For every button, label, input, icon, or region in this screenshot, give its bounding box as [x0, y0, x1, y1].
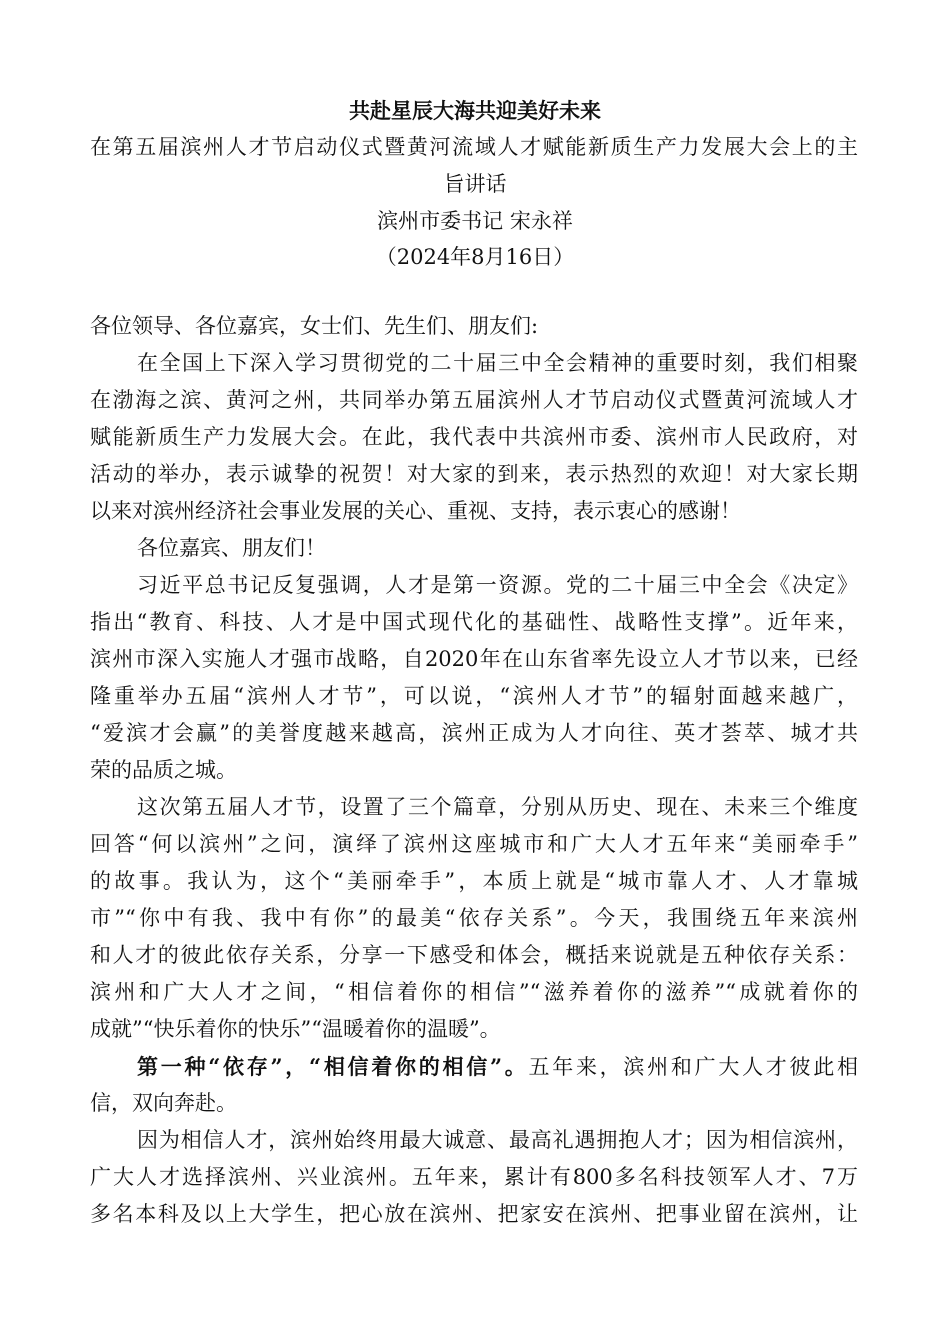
p5-line: [137, 1048, 858, 1085]
p1-line: 活动的举办，表示诚挚的祝贺！对大家的到来，表示热烈的欢迎！对大家长期: [90, 462, 858, 486]
p4-line: 的故事。我认为，这个“美丽牵手”，本质上就是“城市靠人才、人才靠城: [90, 869, 858, 893]
p4-line: 和人才的彼此依存关系，分享一下感受和体会，概括来说就是五种依存关系：: [90, 943, 858, 967]
p1-line: 在渤海之滨、黄河之州，共同举办第五届滨州人才节启动仪式暨黄河流域人才: [90, 388, 858, 412]
p2-line: 各位嘉宾、朋友们！: [137, 536, 326, 560]
date: （2024年8月16日）: [375, 245, 575, 269]
author: 滨州市委书记 宋永祥: [377, 209, 573, 233]
p5-text: 五年来，滨州和广大人才彼此相: [528, 1055, 858, 1079]
p3-line: 滨州市深入实施人才强市战略，自2020年在山东省率先设立人才节以来，已经: [90, 647, 858, 671]
p6-line: 多名本科及以上大学生，把心放在滨州、把家安在滨州、把事业留在滨州，让: [90, 1202, 858, 1226]
subtitle-line: 旨讲话: [443, 172, 507, 196]
subtitle-line: 在第五届滨州人才节启动仪式暨黄河流域人才赋能新质生产力发展大会上的主: [90, 135, 858, 159]
p3-line: 隆重举办五届“滨州人才节”，可以说，“滨州人才节”的辐射面越来越广，: [90, 684, 858, 708]
bold-heading: 第一种“依存”，“相信着你的相信”。: [137, 1054, 529, 1079]
p4-line: 市”“你中有我、我中有你”的最美“依存关系”。今天，我围绕五年来滨州: [90, 906, 858, 930]
salutation: 各位领导、各位嘉宾，女士们、先生们、朋友们:: [90, 314, 539, 338]
p4-line: 这次第五届人才节，设置了三个篇章，分别从历史、现在、未来三个维度: [137, 795, 858, 819]
p4-line: 回答“何以滨州”之问，演绎了滨州这座城市和广大人才五年来“美丽牵手”: [90, 832, 858, 856]
p5-line: 信，双向奔赴。: [90, 1091, 237, 1115]
p1-line: 在全国上下深入学习贯彻党的二十届三中全会精神的重要时刻，我们相聚: [137, 351, 858, 375]
p4-line: 成就”“快乐着你的快乐”“温暖着你的温暖”。: [90, 1017, 501, 1041]
p3-line: 指出“教育、科技、人才是中国式现代化的基础性、战略性支撑”。近年来，: [90, 610, 858, 634]
p6-line: 因为相信人才，滨州始终用最大诚意、最高礼遇拥抱人才；因为相信滨州，: [137, 1128, 858, 1152]
document-title: 共赴星辰大海共迎美好未来: [349, 98, 601, 123]
p3-line: 习近平总书记反复强调，人才是第一资源。党的二十届三中全会《决定》: [137, 573, 858, 597]
p1-line: 以来对滨州经济社会事业发展的关心、重视、支持，表示衷心的感谢！: [90, 499, 741, 523]
p6-line: 广大人才选择滨州、兴业滨州。五年来，累计有800多名科技领军人才、7万: [90, 1165, 858, 1189]
p4-line: 滨州和广大人才之间，“相信着你的相信”“滋养着你的滋养”“成就着你的: [90, 980, 858, 1004]
p1-line: 赋能新质生产力发展大会。在此，我代表中共滨州市委、滨州市人民政府，对: [90, 425, 858, 449]
p3-line: 荣的品质之城。: [90, 758, 237, 782]
p3-line: “爱滨才会赢”的美誉度越来越高，滨州正成为人才向往、英才荟萃、城才共: [90, 721, 858, 745]
